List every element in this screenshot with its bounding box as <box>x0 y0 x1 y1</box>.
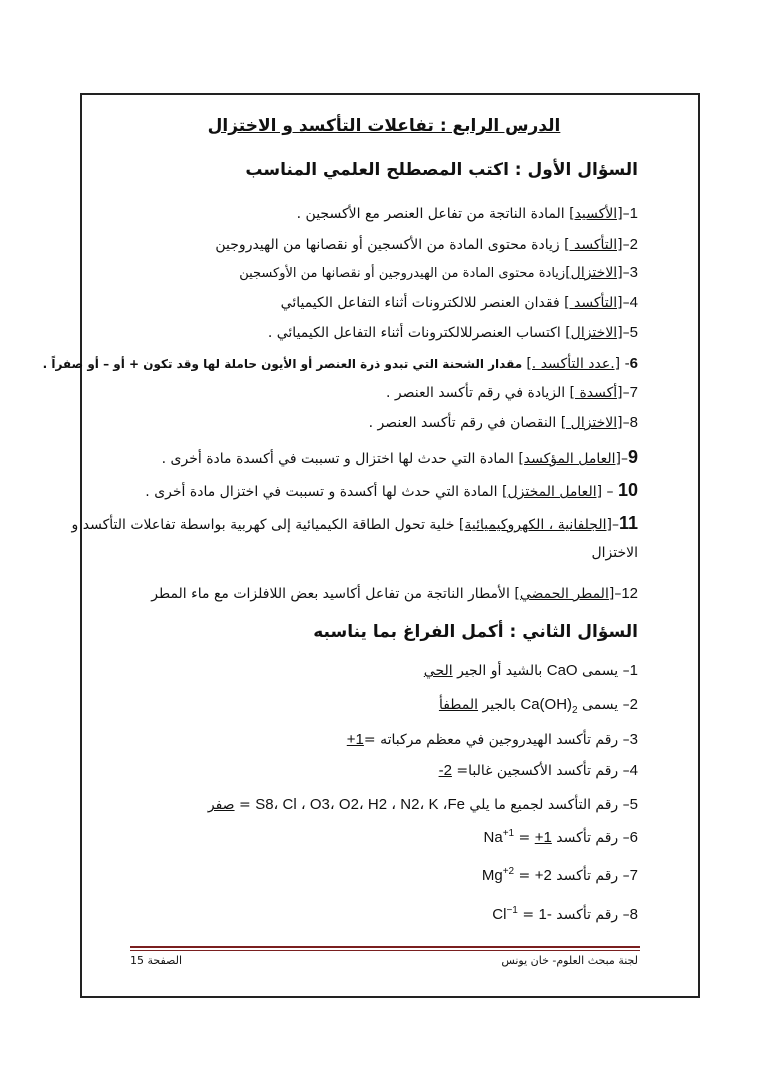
q2-item-2: 2– يسمى $Ca(OH)_2$ بالجير المطفأ <box>438 696 638 716</box>
q1-item-7: 7–[أكسدة ] الزيادة في رقم تأكسد العنصر . <box>385 384 638 401</box>
q1-item-11-continued: الاختزال <box>591 545 638 561</box>
q1-item-1: 1–[الأكسيد] المادة الناتجة من تفاعل العنصر مع الأكسجين . <box>296 205 638 222</box>
q1-item-3: 3–[الاختزال]زيادة محتوى المادة من الهيدروجين أو نقصانها من الأوكسجين <box>239 264 638 281</box>
page-number: الصفحة 15 <box>130 954 183 967</box>
footer-rule <box>130 946 640 948</box>
q2-item-5: 5– رقم التأكسد لجميع ما يلي S8، Cl ، O3، O2، H2 ، N2، K ،Fe = صفر <box>207 796 638 813</box>
q2-item-3: 3– رقم تأكسد الهيدروجين في معظم مركباته =+1 <box>346 731 638 748</box>
footer-rule-thin <box>130 950 640 951</box>
q2-item-1: 1– يسمى CaO بالشيد أو الجير الحي <box>423 662 638 679</box>
q1-item-9: 9–[العامل المؤكسد] المادة التي حدث لها اختزال و تسببت في أكسدة مادة أخرى . <box>161 447 638 467</box>
footer-committee: لجنة مبحث العلوم- خان يونس <box>501 954 638 967</box>
lesson-title: الدرس الرابع : تفاعلات التأكسد و الاختزال <box>207 116 561 136</box>
q1-item-5: 5–[الاختزال] اكتساب العنصرللالكترونات أثناء التفاعل الكيميائي . <box>267 324 638 341</box>
q1-item-11: 11–[الجلفانية ، الكهروكيميائية] خلية تحول الطاقة الكيميائية إلى كهربية بواسطة تفاعلات التأكسد و <box>71 513 638 533</box>
q1-item-2: 2–[التأكسد ] زيادة محتوى المادة من الأكسجين أو نقصانها من الهيدروجين <box>215 236 638 253</box>
q1-item-8: 8–[الاختزال ] النقصان في رقم تأكسد العنصر . <box>368 414 638 431</box>
q2-item-6: 6– رقم تأكسد $Na^{+1} = +1$ <box>483 828 638 846</box>
q1-item-4: 4–[التأكسد ] فقدان العنصر للالكترونات أثناء التفاعل الكيميائي <box>280 294 638 311</box>
q1-item-12: 12–[المطر الحمضي] الأمطار الناتجة من تفاعل أكاسيد بعض اللافلزات مع ماء المطر <box>151 585 638 602</box>
q2-item-8: 8– رقم تأكسد $Cl^{-1} = 1-$ <box>492 905 638 923</box>
q2-item-4: 4– رقم تأكسد الأكسجين غالبا= -2 <box>438 762 638 779</box>
q2-heading: السؤال الثاني : أكمل الفراغ بما يناسبه <box>313 622 638 642</box>
q1-item-6: 6- [.عدد التأكسد .] مقدار الشحنة التي تبدو ذرة العنصر أو الأيون حاملة لها وقد تكون + أو – أو صفراً . <box>42 355 638 372</box>
q1-heading: السؤال الأول : اكتب المصطلح العلمي المناسب <box>245 160 638 180</box>
q1-item-10: 10 – [العامل المختزل] المادة التي حدث لها أكسدة و تسببت في اختزال مادة أخرى . <box>145 480 638 500</box>
q2-item-7: 7– رقم تأكسد $Mg^{+2} = +2$ <box>481 866 638 884</box>
